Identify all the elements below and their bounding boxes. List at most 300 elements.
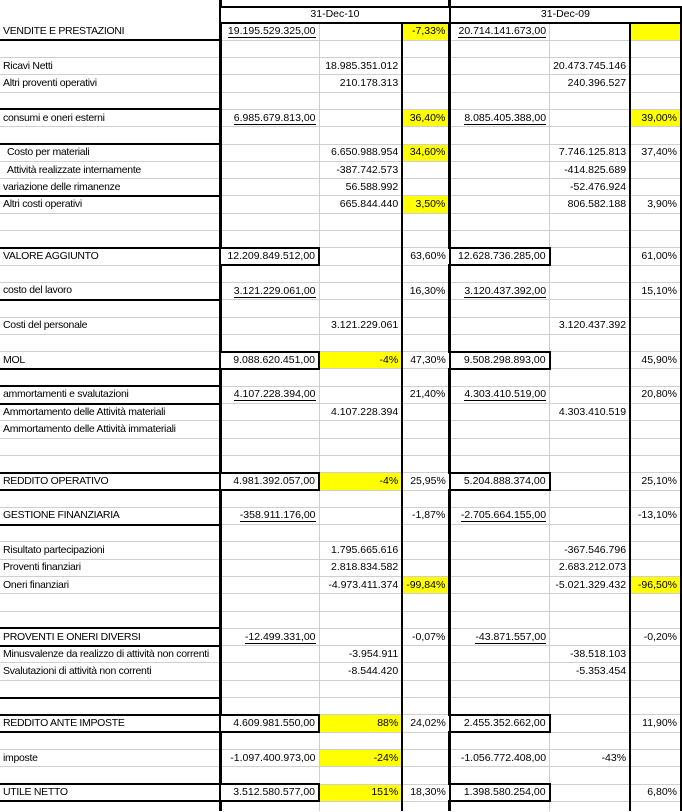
cell-detail-2009[interactable]: 3.120.437.392	[550, 317, 631, 334]
cell-pct-2009[interactable]	[630, 698, 681, 715]
cell-value-2009[interactable]	[450, 698, 550, 715]
cell-detail-2010[interactable]	[319, 92, 402, 109]
cell-pct-2009[interactable]: -13,10%	[630, 507, 681, 524]
cell-pct-2010[interactable]: 36,40%	[402, 109, 450, 126]
cell-value-2009[interactable]	[450, 92, 550, 109]
cell-value-2009[interactable]	[450, 127, 550, 144]
row-label[interactable]: PROVENTI E ONERI DIVERSI	[0, 628, 220, 645]
cell-detail-2009[interactable]	[550, 784, 631, 801]
row-label[interactable]	[0, 334, 220, 351]
row-label[interactable]: consumi e oneri esterni	[0, 109, 220, 126]
cell-detail-2010[interactable]	[319, 265, 402, 282]
cell-pct-2009[interactable]	[630, 179, 681, 196]
cell-detail-2010[interactable]: 3.121.229.061	[319, 317, 402, 334]
cell-pct-2009[interactable]	[630, 542, 681, 559]
cell-detail-2009[interactable]	[550, 698, 631, 715]
cell-value-2009[interactable]: 12.628.736.285,00	[450, 248, 550, 265]
cell-value-2010[interactable]	[220, 732, 319, 749]
cell-value-2009[interactable]	[450, 611, 550, 628]
cell-detail-2010[interactable]: 6.650.988.954	[319, 144, 402, 161]
cell-pct-2009[interactable]: 3,90%	[630, 196, 681, 213]
cell-detail-2010[interactable]: -4.973.411.374	[319, 577, 402, 594]
cell-pct-2009[interactable]	[630, 455, 681, 472]
cell-value-2009[interactable]	[450, 646, 550, 663]
cell-detail-2010[interactable]	[319, 386, 402, 403]
cell-pct-2009[interactable]: 45,90%	[630, 352, 681, 369]
cell-pct-2010[interactable]: 18,30%	[402, 784, 450, 801]
cell-detail-2010[interactable]	[319, 680, 402, 697]
cell-pct-2010[interactable]	[402, 663, 450, 680]
cell-value-2010[interactable]: 4.609.981.550,00	[220, 715, 319, 732]
cell-pct-2009[interactable]	[630, 334, 681, 351]
cell-detail-2010[interactable]	[319, 611, 402, 628]
row-label[interactable]	[0, 680, 220, 697]
cell-detail-2009[interactable]	[550, 421, 631, 438]
cell-value-2009[interactable]: 9.508.298.893,00	[450, 352, 550, 369]
cell-pct-2009[interactable]	[630, 611, 681, 628]
cell-detail-2009[interactable]: 240.396.527	[550, 75, 631, 92]
cell-value-2010[interactable]: 9.088.620.451,00	[220, 352, 319, 369]
cell-value-2009[interactable]	[450, 490, 550, 507]
cell-value-2010[interactable]	[220, 767, 319, 784]
cell-value-2009[interactable]	[450, 213, 550, 230]
cell-detail-2009[interactable]	[550, 109, 631, 126]
cell-value-2009[interactable]	[450, 663, 550, 680]
cell-value-2010[interactable]	[220, 628, 319, 645]
cell-pct-2009[interactable]	[630, 161, 681, 178]
cell-pct-2009[interactable]	[630, 680, 681, 697]
cell-value-2009[interactable]	[450, 334, 550, 351]
cell-detail-2009[interactable]	[550, 265, 631, 282]
cell-value-2010[interactable]	[220, 663, 319, 680]
cell-value-2010[interactable]	[220, 231, 319, 248]
cell-detail-2010[interactable]	[319, 698, 402, 715]
cell-detail-2009[interactable]	[550, 334, 631, 351]
row-label[interactable]: Ammortamento delle Attività materiali	[0, 404, 220, 421]
cell-value-2009[interactable]: 1.398.580.254,00	[450, 784, 550, 801]
cell-value-2009[interactable]	[450, 23, 550, 40]
cell-value-2009[interactable]	[450, 40, 550, 57]
cell-value-2010[interactable]: -1.097.400.973,00	[220, 749, 319, 766]
cell-value-2010[interactable]	[220, 334, 319, 351]
row-label[interactable]: Altri proventi operativi	[0, 75, 220, 92]
cell-detail-2009[interactable]	[550, 473, 631, 490]
cell-pct-2010[interactable]	[402, 404, 450, 421]
cell-value-2009[interactable]	[450, 680, 550, 697]
cell-detail-2010[interactable]: 18.985.351.012	[319, 58, 402, 75]
cell-pct-2009[interactable]	[630, 732, 681, 749]
cell-pct-2010[interactable]: -0,07%	[402, 628, 450, 645]
cell-detail-2009[interactable]	[550, 490, 631, 507]
cell-pct-2010[interactable]	[402, 300, 450, 317]
cell-value-2010[interactable]	[220, 507, 319, 524]
cell-detail-2009[interactable]	[550, 438, 631, 455]
cell-detail-2009[interactable]	[550, 248, 631, 265]
cell-value-2009[interactable]	[450, 507, 550, 524]
cell-value-2009[interactable]	[450, 542, 550, 559]
cell-pct-2010[interactable]	[402, 161, 450, 178]
cell-value-2010[interactable]	[220, 213, 319, 230]
cell-value-2010[interactable]	[220, 577, 319, 594]
cell-value-2010[interactable]	[220, 75, 319, 92]
row-label[interactable]	[0, 300, 220, 317]
row-label[interactable]	[0, 369, 220, 386]
cell-detail-2010[interactable]	[319, 248, 402, 265]
cell-pct-2009[interactable]	[630, 663, 681, 680]
cell-detail-2009[interactable]	[550, 715, 631, 732]
cell-value-2010[interactable]	[220, 404, 319, 421]
cell-detail-2009[interactable]: -38.518.103	[550, 646, 631, 663]
row-label[interactable]: UTILE NETTO	[0, 784, 220, 801]
cell-pct-2009[interactable]	[630, 40, 681, 57]
cell-detail-2009[interactable]	[550, 300, 631, 317]
cell-pct-2010[interactable]	[402, 542, 450, 559]
cell-pct-2009[interactable]	[630, 317, 681, 334]
cell-pct-2009[interactable]: 20,80%	[630, 386, 681, 403]
cell-pct-2010[interactable]	[402, 75, 450, 92]
cell-detail-2010[interactable]: -4%	[319, 352, 402, 369]
cell-value-2009[interactable]	[450, 196, 550, 213]
cell-value-2010[interactable]	[220, 559, 319, 576]
cell-value-2010[interactable]	[220, 525, 319, 542]
cell-pct-2010[interactable]	[402, 369, 450, 386]
cell-pct-2010[interactable]	[402, 749, 450, 766]
cell-value-2010[interactable]: 12.209.849.512,00	[220, 248, 319, 265]
cell-detail-2010[interactable]: 210.178.313	[319, 75, 402, 92]
cell-value-2009[interactable]	[450, 732, 550, 749]
cell-pct-2010[interactable]: 16,30%	[402, 282, 450, 299]
cell-pct-2009[interactable]	[630, 559, 681, 576]
cell-pct-2010[interactable]	[402, 611, 450, 628]
cell-pct-2009[interactable]	[630, 369, 681, 386]
cell-pct-2009[interactable]	[630, 438, 681, 455]
row-label[interactable]	[0, 127, 220, 144]
cell-detail-2009[interactable]	[550, 40, 631, 57]
cell-pct-2010[interactable]: 63,60%	[402, 248, 450, 265]
cell-detail-2009[interactable]	[550, 282, 631, 299]
cell-pct-2010[interactable]: 47,30%	[402, 352, 450, 369]
cell-value-2009[interactable]: 5.204.888.374,00	[450, 473, 550, 490]
row-label[interactable]: MOL	[0, 352, 220, 369]
cell-pct-2010[interactable]: 34,60%	[402, 144, 450, 161]
column-header-2009[interactable]: 31-Dec-09	[450, 7, 681, 23]
cell-value-2009[interactable]	[450, 386, 550, 403]
cell-value-2010[interactable]	[220, 58, 319, 75]
cell-value-2009[interactable]	[450, 58, 550, 75]
cell-pct-2009[interactable]	[630, 767, 681, 784]
cell-detail-2010[interactable]	[319, 628, 402, 645]
cell-value-2010[interactable]	[220, 698, 319, 715]
cell-pct-2009[interactable]: 61,00%	[630, 248, 681, 265]
cell-detail-2010[interactable]	[319, 23, 402, 40]
row-label[interactable]: REDDITO ANTE IMPOSTE	[0, 715, 220, 732]
row-label[interactable]: Altri costi operativi	[0, 196, 220, 213]
row-label[interactable]: Ammortamento delle Attività immateriali	[0, 421, 220, 438]
cell-value-2009[interactable]	[450, 300, 550, 317]
cell-detail-2009[interactable]: 806.582.188	[550, 196, 631, 213]
cell-pct-2009[interactable]: -96,50%	[630, 577, 681, 594]
cell-pct-2009[interactable]	[630, 646, 681, 663]
row-label[interactable]	[0, 594, 220, 611]
cell-detail-2010[interactable]	[319, 231, 402, 248]
row-label[interactable]	[0, 213, 220, 230]
cell-detail-2010[interactable]	[319, 213, 402, 230]
cell-detail-2010[interactable]: 56.588.992	[319, 179, 402, 196]
row-label[interactable]: VENDITE E PRESTAZIONI	[0, 23, 220, 40]
cell-pct-2009[interactable]	[630, 490, 681, 507]
cell-value-2009[interactable]	[450, 369, 550, 386]
cell-pct-2010[interactable]	[402, 127, 450, 144]
row-label[interactable]: VALORE AGGIUNTO	[0, 248, 220, 265]
cell-pct-2010[interactable]	[402, 265, 450, 282]
cell-pct-2009[interactable]	[630, 265, 681, 282]
cell-value-2010[interactable]	[220, 421, 319, 438]
cell-pct-2010[interactable]	[402, 231, 450, 248]
cell-value-2009[interactable]: 2.455.352.662,00	[450, 715, 550, 732]
cell-value-2009[interactable]	[450, 594, 550, 611]
cell-pct-2010[interactable]	[402, 490, 450, 507]
cell-detail-2010[interactable]	[319, 594, 402, 611]
cell-detail-2010[interactable]	[319, 455, 402, 472]
row-label[interactable]	[0, 767, 220, 784]
cell-pct-2010[interactable]: 24,02%	[402, 715, 450, 732]
cell-detail-2010[interactable]: -4%	[319, 473, 402, 490]
cell-detail-2009[interactable]: -5.021.329.432	[550, 577, 631, 594]
cell-pct-2010[interactable]	[402, 334, 450, 351]
cell-detail-2009[interactable]	[550, 767, 631, 784]
cell-detail-2010[interactable]: 665.844.440	[319, 196, 402, 213]
cell-value-2009[interactable]	[450, 438, 550, 455]
cell-pct-2010[interactable]: 21,40%	[402, 386, 450, 403]
cell-detail-2009[interactable]: 7.746.125.813	[550, 144, 631, 161]
cell-value-2010[interactable]	[220, 109, 319, 126]
cell-detail-2009[interactable]	[550, 352, 631, 369]
cell-value-2010[interactable]	[220, 490, 319, 507]
cell-detail-2010[interactable]	[319, 300, 402, 317]
cell-detail-2010[interactable]	[319, 282, 402, 299]
cell-pct-2009[interactable]: 11,90%	[630, 715, 681, 732]
cell-pct-2009[interactable]	[630, 23, 681, 40]
cell-value-2009[interactable]	[450, 317, 550, 334]
cell-value-2010[interactable]	[220, 646, 319, 663]
cell-pct-2009[interactable]	[630, 231, 681, 248]
cell-value-2010[interactable]	[220, 23, 319, 40]
cell-value-2010[interactable]	[220, 369, 319, 386]
row-label[interactable]: Proventi finanziari	[0, 559, 220, 576]
cell-detail-2010[interactable]	[319, 109, 402, 126]
cell-detail-2009[interactable]	[550, 611, 631, 628]
cell-pct-2009[interactable]: 37,40%	[630, 144, 681, 161]
cell-pct-2009[interactable]: 15,10%	[630, 282, 681, 299]
cell-pct-2010[interactable]	[402, 646, 450, 663]
cell-detail-2009[interactable]	[550, 23, 631, 40]
cell-value-2009[interactable]	[450, 455, 550, 472]
cell-detail-2010[interactable]	[319, 334, 402, 351]
cell-detail-2009[interactable]	[550, 628, 631, 645]
cell-detail-2010[interactable]	[319, 127, 402, 144]
cell-detail-2009[interactable]: -43%	[550, 749, 631, 766]
row-label[interactable]: Risultato partecipazioni	[0, 542, 220, 559]
cell-value-2010[interactable]	[220, 438, 319, 455]
cell-value-2010[interactable]	[220, 455, 319, 472]
cell-value-2010[interactable]: 4.981.392.057,00	[220, 473, 319, 490]
row-label[interactable]: Minusvalenze da realizzo di attività non correnti	[0, 646, 220, 663]
cell-pct-2010[interactable]	[402, 525, 450, 542]
cell-detail-2010[interactable]: 2.818.834.582	[319, 559, 402, 576]
cell-detail-2009[interactable]: 2.683.212.073	[550, 559, 631, 576]
cell-value-2010[interactable]	[220, 386, 319, 403]
cell-detail-2010[interactable]: 4.107.228.394	[319, 404, 402, 421]
row-label[interactable]: ammortamenti e svalutazioni	[0, 386, 220, 403]
cell-pct-2010[interactable]	[402, 455, 450, 472]
cell-detail-2010[interactable]	[319, 767, 402, 784]
cell-pct-2009[interactable]	[630, 749, 681, 766]
row-label[interactable]	[0, 611, 220, 628]
cell-detail-2009[interactable]: -5.353.454	[550, 663, 631, 680]
cell-pct-2010[interactable]: -1,87%	[402, 507, 450, 524]
cell-detail-2010[interactable]	[319, 369, 402, 386]
cell-detail-2010[interactable]: -24%	[319, 749, 402, 766]
cell-detail-2009[interactable]: 4.303.410.519	[550, 404, 631, 421]
cell-detail-2009[interactable]	[550, 680, 631, 697]
cell-value-2010[interactable]	[220, 594, 319, 611]
row-label[interactable]	[0, 490, 220, 507]
cell-pct-2010[interactable]: -99,84%	[402, 577, 450, 594]
cell-value-2009[interactable]	[450, 577, 550, 594]
row-label[interactable]	[0, 698, 220, 715]
cell-value-2010[interactable]	[220, 265, 319, 282]
cell-value-2010[interactable]: 3.512.580.577,00	[220, 784, 319, 801]
row-label[interactable]: Oneri finanziari	[0, 577, 220, 594]
cell-pct-2009[interactable]	[630, 75, 681, 92]
row-label[interactable]: Costo per materiali	[0, 144, 220, 161]
cell-pct-2009[interactable]	[630, 92, 681, 109]
cell-pct-2009[interactable]: 6,80%	[630, 784, 681, 801]
row-label[interactable]: Costi del personale	[0, 317, 220, 334]
cell-value-2009[interactable]	[450, 75, 550, 92]
cell-pct-2010[interactable]: 3,50%	[402, 196, 450, 213]
row-label[interactable]: Svalutazioni di attività non correnti	[0, 663, 220, 680]
cell-value-2010[interactable]	[220, 300, 319, 317]
row-label[interactable]	[0, 231, 220, 248]
row-label[interactable]	[0, 92, 220, 109]
cell-pct-2009[interactable]	[630, 127, 681, 144]
cell-detail-2009[interactable]	[550, 594, 631, 611]
cell-detail-2009[interactable]	[550, 213, 631, 230]
cell-pct-2010[interactable]	[402, 179, 450, 196]
cell-pct-2009[interactable]	[630, 525, 681, 542]
cell-detail-2009[interactable]	[550, 231, 631, 248]
cell-detail-2010[interactable]	[319, 421, 402, 438]
cell-detail-2009[interactable]	[550, 732, 631, 749]
cell-value-2010[interactable]	[220, 196, 319, 213]
cell-pct-2010[interactable]	[402, 594, 450, 611]
cell-pct-2009[interactable]	[630, 58, 681, 75]
cell-pct-2010[interactable]: 25,95%	[402, 473, 450, 490]
cell-detail-2009[interactable]	[550, 507, 631, 524]
cell-value-2009[interactable]	[450, 282, 550, 299]
cell-detail-2009[interactable]	[550, 386, 631, 403]
row-label[interactable]: variazione delle rimanenze	[0, 179, 220, 196]
cell-pct-2010[interactable]	[402, 680, 450, 697]
cell-detail-2009[interactable]: 20.473.745.146	[550, 58, 631, 75]
cell-value-2010[interactable]	[220, 680, 319, 697]
cell-value-2009[interactable]	[450, 404, 550, 421]
cell-value-2009[interactable]: -1.056.772.408,00	[450, 749, 550, 766]
cell-pct-2010[interactable]	[402, 767, 450, 784]
cell-detail-2010[interactable]	[319, 438, 402, 455]
cell-pct-2009[interactable]	[630, 300, 681, 317]
cell-value-2009[interactable]	[450, 767, 550, 784]
cell-pct-2010[interactable]	[402, 317, 450, 334]
cell-pct-2010[interactable]	[402, 559, 450, 576]
cell-detail-2010[interactable]	[319, 490, 402, 507]
cell-detail-2009[interactable]	[550, 127, 631, 144]
cell-pct-2009[interactable]: -0,20%	[630, 628, 681, 645]
cell-detail-2010[interactable]	[319, 732, 402, 749]
cell-pct-2010[interactable]	[402, 698, 450, 715]
cell-value-2010[interactable]	[220, 127, 319, 144]
cell-value-2009[interactable]	[450, 179, 550, 196]
cell-value-2010[interactable]	[220, 161, 319, 178]
cell-detail-2009[interactable]	[550, 525, 631, 542]
cell-detail-2009[interactable]: -414.825.689	[550, 161, 631, 178]
cell-pct-2009[interactable]	[630, 594, 681, 611]
cell-value-2010[interactable]	[220, 144, 319, 161]
cell-detail-2010[interactable]	[319, 40, 402, 57]
cell-pct-2010[interactable]	[402, 732, 450, 749]
cell-value-2009[interactable]	[450, 525, 550, 542]
cell-pct-2009[interactable]: 25,10%	[630, 473, 681, 490]
cell-value-2009[interactable]	[450, 144, 550, 161]
row-label[interactable]: costo del lavoro	[0, 282, 220, 299]
cell-detail-2010[interactable]: -3.954.911	[319, 646, 402, 663]
cell-value-2010[interactable]	[220, 542, 319, 559]
cell-detail-2010[interactable]: 1.795.665.616	[319, 542, 402, 559]
cell-value-2009[interactable]	[450, 109, 550, 126]
cell-value-2010[interactable]	[220, 92, 319, 109]
cell-pct-2010[interactable]	[402, 92, 450, 109]
cell-pct-2010[interactable]	[402, 438, 450, 455]
cell-value-2010[interactable]	[220, 282, 319, 299]
cell-detail-2009[interactable]	[550, 369, 631, 386]
cell-pct-2010[interactable]	[402, 58, 450, 75]
cell-value-2009[interactable]	[450, 231, 550, 248]
row-label[interactable]: GESTIONE FINANZIARIA	[0, 507, 220, 524]
cell-pct-2009[interactable]	[630, 404, 681, 421]
cell-pct-2010[interactable]: -7,33%	[402, 23, 450, 40]
row-label[interactable]: imposte	[0, 749, 220, 766]
row-label[interactable]	[0, 40, 220, 57]
row-label[interactable]: Ricavi Netti	[0, 58, 220, 75]
cell-pct-2009[interactable]	[630, 213, 681, 230]
row-label[interactable]	[0, 525, 220, 542]
cell-pct-2009[interactable]	[630, 421, 681, 438]
cell-value-2009[interactable]	[450, 161, 550, 178]
cell-value-2010[interactable]	[220, 40, 319, 57]
cell-detail-2009[interactable]	[550, 455, 631, 472]
cell-detail-2010[interactable]: 88%	[319, 715, 402, 732]
cell-detail-2010[interactable]: -387.742.573	[319, 161, 402, 178]
cell-value-2010[interactable]	[220, 611, 319, 628]
cell-value-2009[interactable]	[450, 559, 550, 576]
cell-detail-2009[interactable]	[550, 92, 631, 109]
cell-pct-2010[interactable]	[402, 40, 450, 57]
row-label[interactable]: Attività realizzate internamente	[0, 161, 220, 178]
row-label[interactable]: REDDITO OPERATIVO	[0, 473, 220, 490]
cell-pct-2010[interactable]	[402, 213, 450, 230]
row-label[interactable]	[0, 438, 220, 455]
